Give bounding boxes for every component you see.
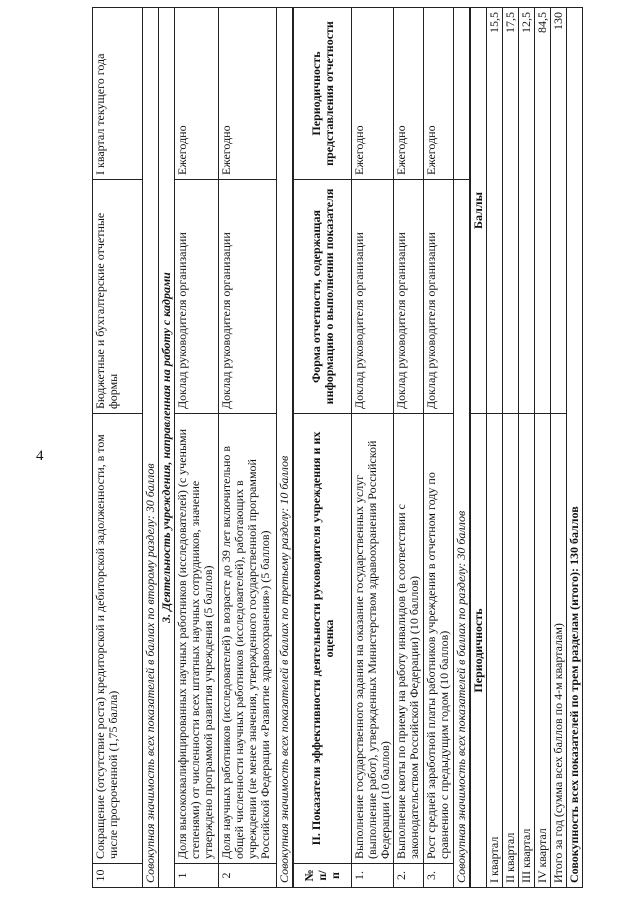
manager-indicators-table (293, 7, 470, 888)
score-value: 15,5 (487, 8, 503, 414)
header-row (294, 8, 352, 888)
indicator-text: Сокращение (отсутствие роста) кредиторской и дебиторской задолженности, в том числе просроченной (1,75 балла) (93, 414, 143, 864)
table-row (535, 8, 551, 888)
header-period: Периодичность представления отчетности (294, 8, 352, 180)
table-row (519, 8, 535, 888)
period-label: II квартал (503, 414, 519, 888)
table-row (394, 8, 424, 888)
manager-subtotal: Совокупная значимость всех показателей в баллах по разделу: 30 баллов (454, 180, 470, 888)
section3-subtotal: Совокупная значимость всех показателей в баллах по третьему разделу: 10 баллов (277, 8, 293, 888)
score-value: 130 (551, 8, 567, 414)
report-form: Доклад руководителя организации (394, 180, 424, 414)
subtotal-row (277, 8, 293, 888)
page-number: 4 (36, 448, 44, 464)
indicator-text: Доля научных работников (исследователей) в возрасте до 39 лет включительно в общей численности научных работников (исследователей), работающих в учреждении (не менее значения, утвержденного государственной программой Российской Федерации «Развитие здравоохранения») (5 баллов) (219, 414, 277, 864)
header-periodicity: Периодичность (471, 414, 487, 888)
report-period: Ежегодно (424, 8, 454, 180)
row-number: 2. (394, 864, 424, 888)
table-row (424, 8, 454, 888)
section-title-row (159, 8, 175, 888)
empty-cell (454, 8, 470, 180)
report-form: Бюджетные и бухгалтерские отчетные формы (93, 180, 143, 414)
table-row (175, 8, 219, 888)
period-label: I квартал (487, 414, 503, 888)
indicator-text: Выполнение квоты по приему на работу инвалидов (в соответствии с законодательством Российской Федерации) (10 баллов) (394, 414, 424, 864)
table-row (487, 8, 503, 888)
report-form: Доклад руководителя организации (424, 180, 454, 414)
section3-title: 3. Деятельность учреждения, направленная на работу с кадрами (159, 8, 175, 888)
header-score: Баллы (471, 8, 487, 414)
period-label: Итого за год (сумма всех баллов по 4-м кварталам) (551, 414, 567, 888)
period-label: III квартал (519, 414, 535, 888)
indicator-text: Выполнение государственного задания на оказание государственных услуг (выполнение работ), утвержденных Министерством здравоохранения Российской Федерации (10 баллов) (352, 414, 394, 864)
report-period: Ежегодно (219, 8, 277, 180)
row-number: 10 (93, 864, 143, 888)
indicators-table-part1 (92, 7, 293, 888)
header-form: Форма отчетности, содержащая информацию о выполнении показателя (294, 180, 352, 414)
table-row (551, 8, 567, 888)
rotated-content (92, 8, 581, 888)
report-form: Доклад руководителя организации (219, 180, 277, 414)
subtotal-row (143, 8, 159, 888)
report-period: Ежегодно (352, 8, 394, 180)
indicator-text: Рост средней заработной платы работников учреждения в отчетном году по сравнению с предыдущим годом (10 баллов) (424, 414, 454, 864)
header-number: № п/п (294, 864, 352, 888)
score-value: 17,5 (503, 8, 519, 414)
table-row (93, 8, 143, 888)
row-number: 1. (352, 864, 394, 888)
row-number: 1 (175, 864, 219, 888)
section2-subtotal: Совокупная значимость всех показателей в баллах по второму разделу: 30 баллов (143, 8, 159, 888)
grand-total: Совокупность всех показателей по трем разделам (итого): 130 баллов (567, 8, 583, 888)
report-form: Доклад руководителя организации (175, 180, 219, 414)
score-value: 12,5 (519, 8, 535, 414)
report-period: Ежегодно (394, 8, 424, 180)
header-row (471, 8, 487, 888)
table-row (503, 8, 519, 888)
total-row (567, 8, 583, 888)
header-indicator: II. Показатели эффективности деятельности руководителя учреждения и их оценка (294, 414, 352, 864)
subtotal-row (454, 8, 470, 888)
report-period: I квартал текущего года (93, 8, 143, 180)
row-number: 3. (424, 864, 454, 888)
table-row (352, 8, 394, 888)
scores-table (470, 7, 583, 888)
report-form: Доклад руководителя организации (352, 180, 394, 414)
score-value: 84,5 (535, 8, 551, 414)
period-label: IV квартал (535, 414, 551, 888)
row-number: 2 (219, 864, 277, 888)
table-row (219, 8, 277, 888)
indicator-text: Доля высококвалифицированных научных работников (исследователей) (с учеными степенями) от численности всех штатных научных сотрудников, значение утверждено программой развития учреждения (5 баллов) (175, 414, 219, 864)
report-period: Ежегодно (175, 8, 219, 180)
